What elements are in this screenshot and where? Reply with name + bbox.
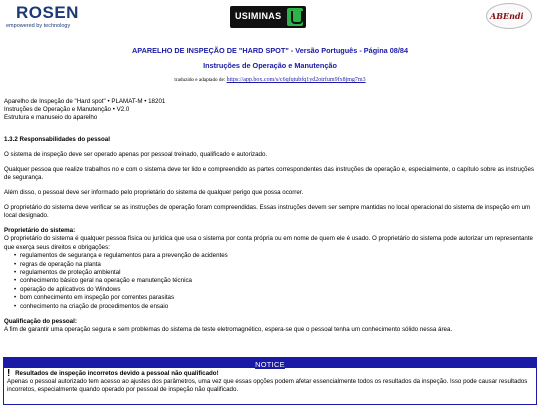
notice-text: Apenas o pessoal autorizado tem acesso ao ajustes dos parâmetros, uma vez que essas opções podem afetar essencialmente todos os resultados da inspeção. Isso pode causar resultados incorretos, especialmente quando operado por pessoal de inspeção não qualificado. [7,378,528,393]
notice-heading: Resultados de inspeção incorretos devido a pessoal não qualificado! [15,370,219,377]
list-item: • operação de aplicativos do Windows [4,286,536,294]
page-subtitle: Instruções de Operação e Manutenção [203,61,337,70]
paragraph-verification: O proprietário do sistema deve verificar se as instruções de operação foram compreendidas. Essas instruções devem ser sempre mantidas no local operacional do sistema de inspeção em um local designado. [4,204,531,220]
rosen-logo-wordmark: ROSEN [16,3,79,22]
paragraph-hazards: Além disso, o pessoal deve ser informado pelo proprietário do sistema de qualquer perigo que possa ocorrer. [4,189,304,196]
owner-text: O proprietário do sistema é qualquer pessoa física ou jurídica que usa o sistema por conta própria ou em nome de quem ele é usado. O proprietário do sistema pode autorizar um representante que exerça seus direitos e obrigações: [4,235,533,251]
notice-body [4,368,536,396]
meta-line-chapter: Estrutura e manuseio do aparelho [4,113,98,121]
abendi-logo-wordmark: ABEndi [490,11,524,21]
owner-heading: Proprietário do sistema: [4,227,76,234]
paragraph-operation: O sistema de inspeção deve ser operado apenas por pessoal treinado, qualificado e autorizado. [4,151,268,158]
exclamation-icon: ! [7,368,11,379]
list-item: • regras de operação na planta [4,261,536,269]
logo-bar [0,0,540,40]
usiminas-u-icon [287,8,303,26]
meta-line-manual: Instruções de Operação e Manutenção • V2.0 [4,105,130,113]
notice-header [4,358,536,368]
translation-credit [0,77,540,83]
source-link[interactable]: https://app.box.com/s/c6qfqtubfq1yd2otrfum9fx8jmg7m3 [226,77,366,83]
rosen-logo [3,2,83,36]
list-item: • regulamentos de proteção ambiental [4,269,536,277]
owner-requirements-list [4,252,536,311]
notice-label: NOTICE [255,360,285,369]
usiminas-logo-wordmark: USIMINAS [235,11,282,21]
list-item: • regulamentos de segurança e regulamentos para a prevenção de acidentes [4,252,536,260]
list-item: • conhecimento básico geral na operação e manutenção técnica [4,277,536,285]
abendi-logo [486,3,532,29]
list-item: • conhecimento na criação de procedimentos de ensaio [4,303,536,311]
document-meta [4,98,534,121]
paragraph-instructions: Qualquer pessoa que realize trabalhos no e com o sistema deve ter lido e compreendido as partes correspondentes das instruções de operação e, especialmente, o capítulo sobre as instruções de segurança. [4,166,535,182]
usiminas-logo [230,6,306,28]
credit-text: traduzido e adaptado de: [174,77,226,83]
owner-section [4,227,536,311]
qualification-heading: Qualificação do pessoal: [4,318,77,325]
notice-box [3,357,537,405]
rosen-logo-tagline: empowered by technology [6,23,71,29]
list-item: • bom conhecimento em inspeção por correntes parasitas [4,294,536,302]
qualification-section [4,318,536,335]
meta-line-device: Aparelho de Inspeção de "Hard spot" • PLAMAT-M • 18201 [4,98,166,105]
section-heading: 1.3.2 Responsabilidades do pessoal [4,136,110,143]
qualification-text: A fim de garantir uma operação segura e sem problemas do sistema de teste eletromagnético, espera-se que o pessoal tenha um conhecimento sólido nessa área. [4,326,453,334]
page-title: APARELHO DE INSPEÇÃO DE "HARD SPOT" - Versão Português - Página 08/84 [131,46,409,55]
